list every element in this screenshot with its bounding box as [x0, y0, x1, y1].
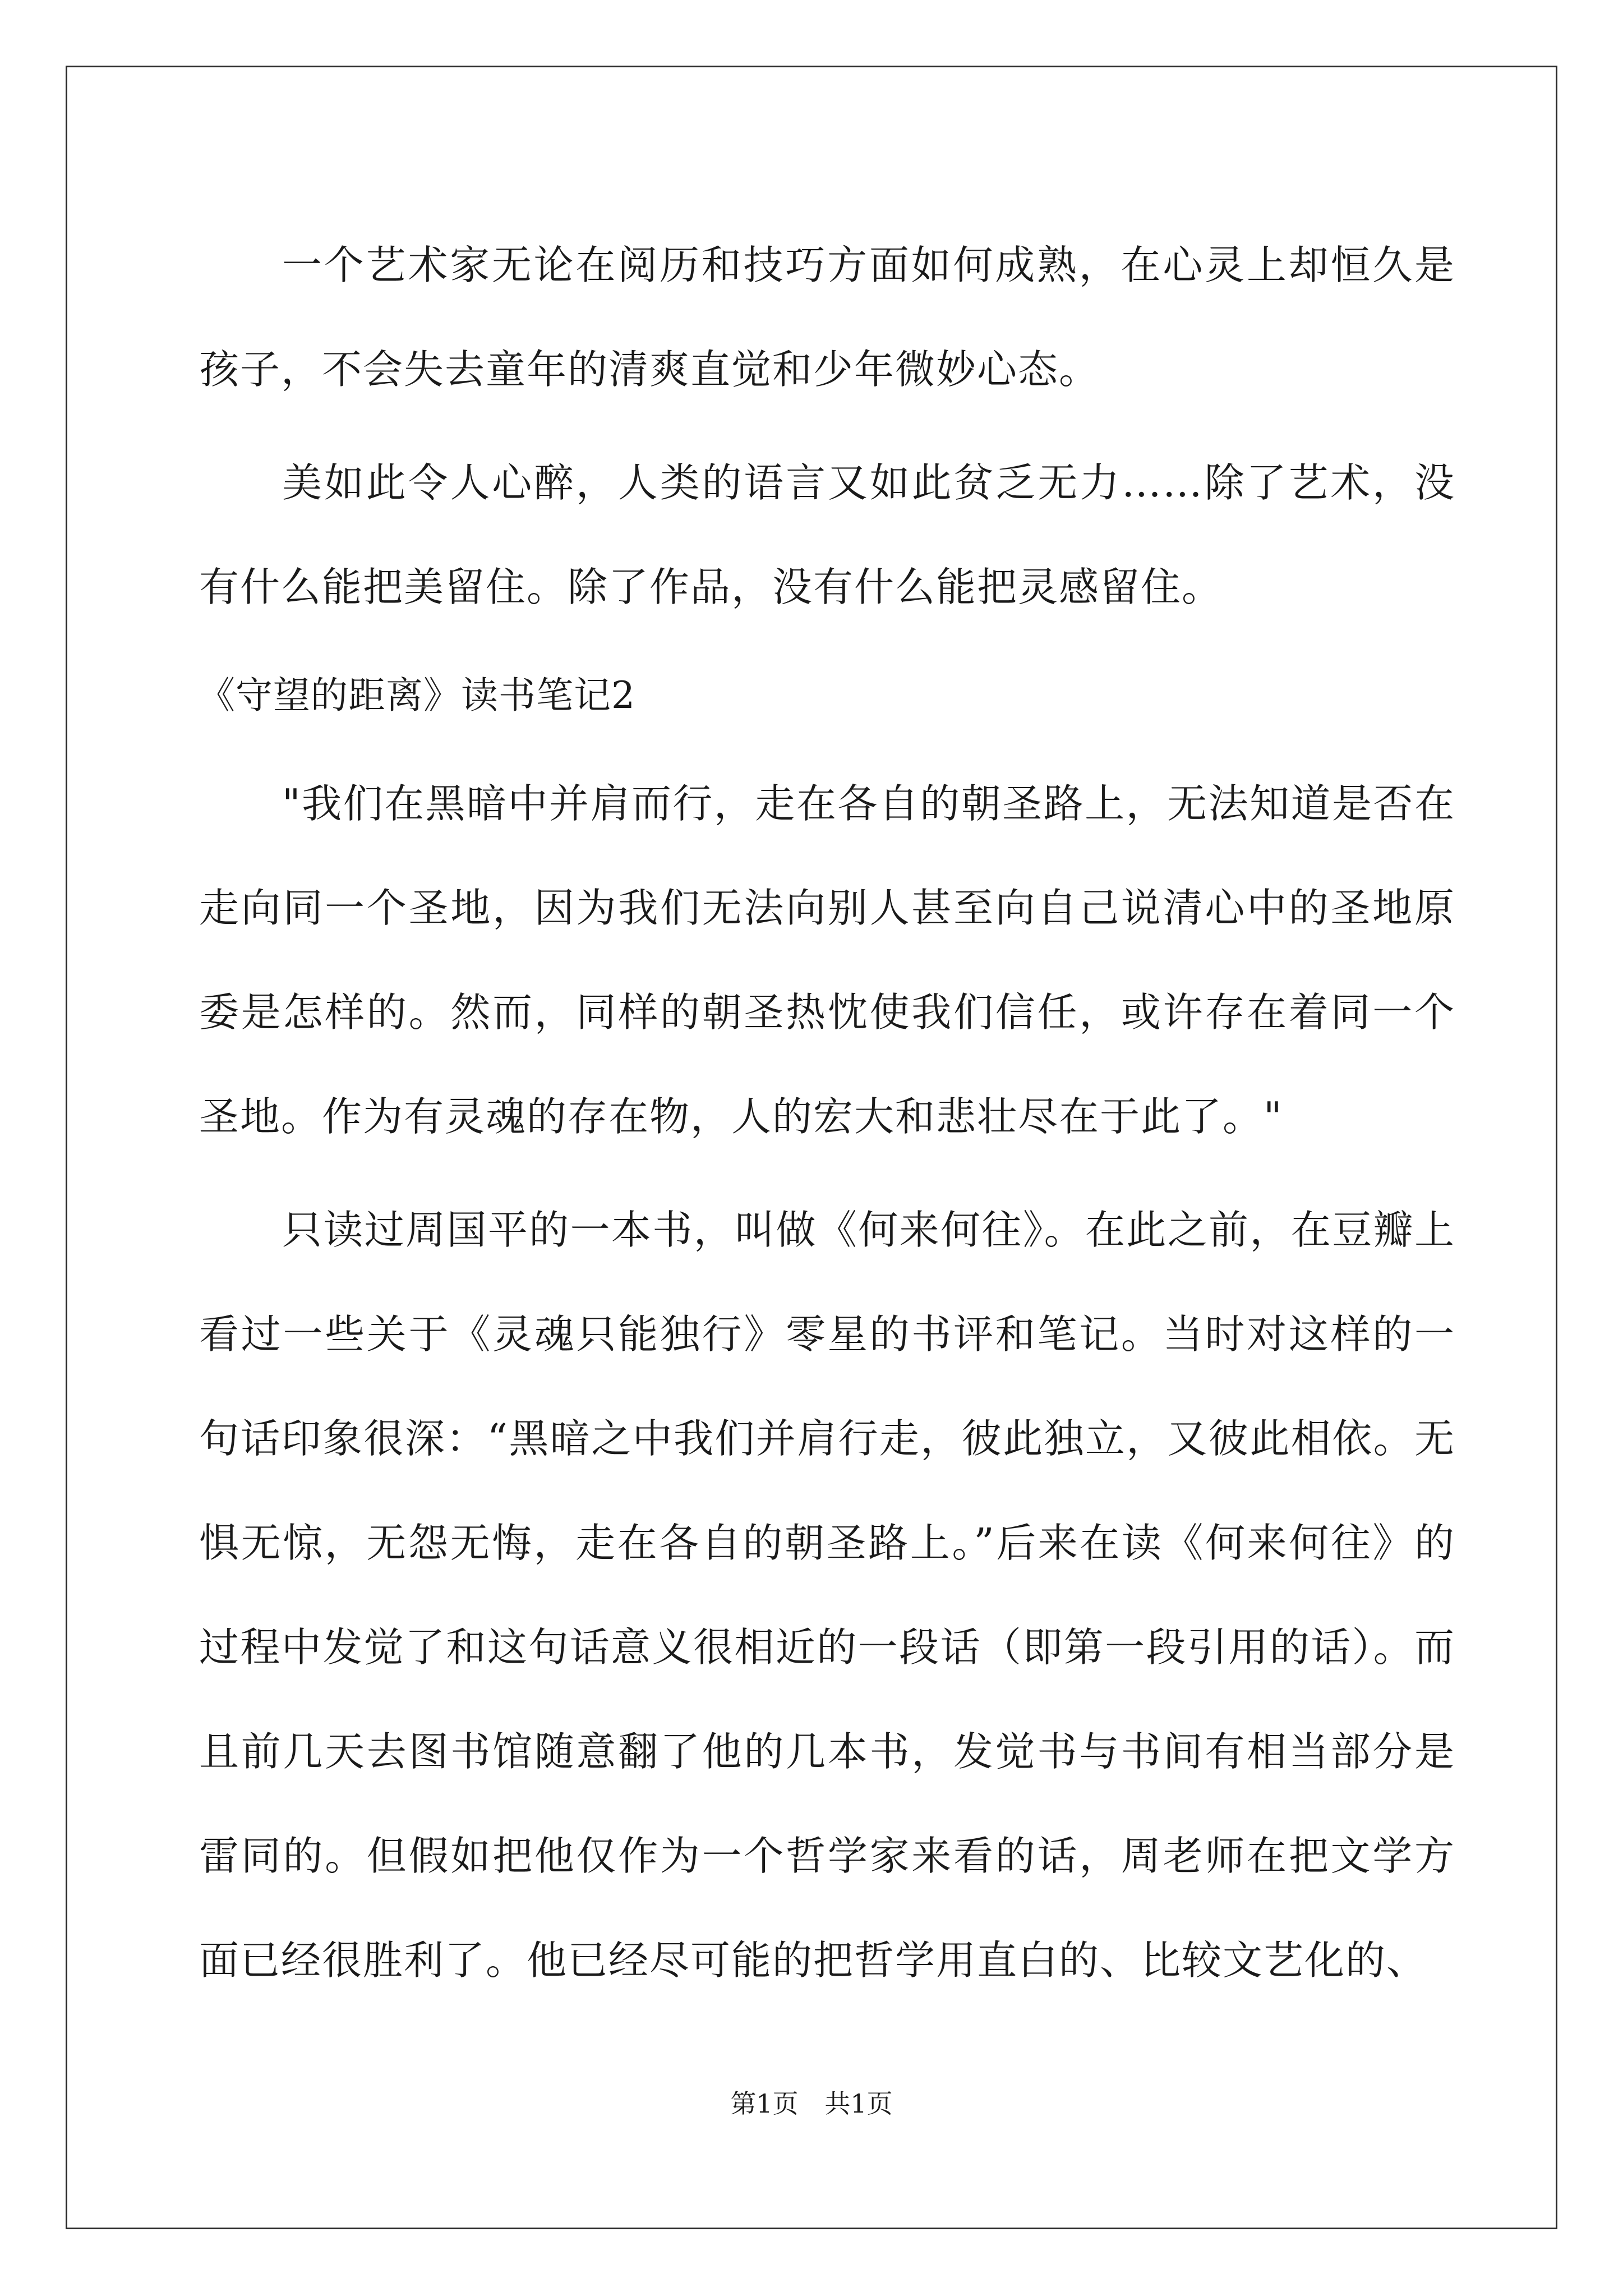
paragraph-1: 一个艺术家无论在阅历和技巧方面如何成熟，在心灵上却恒久是孩子，不会失去童年的清爽直觉和少年微妙心态。 — [199, 242, 1455, 393]
page-footer — [0, 2087, 1623, 2120]
section-heading: 《守望的距离》读书笔记2 — [198, 674, 635, 717]
document-body — [199, 213, 1455, 2013]
page-number-total: 共1页 — [824, 2088, 893, 2119]
page-number-current: 第1页 — [730, 2088, 799, 2119]
paragraph-2: 美如此令人心醉，人类的语言又如此贫乏无力……除了艺术，没有什么能把美留住。除了作品，没有什么能把灵感留住。 — [199, 459, 1455, 610]
paragraph-3-quote: "我们在黑暗中并肩而行，走在各自的朝圣路上，无法知道是否在走向同一个圣地，因为我们无法向别人甚至向自己说清心中的圣地原委是怎样的。然而，同样的朝圣热忱使我们信任，或许存在着同一个圣地。作为有灵魂的存在物，人的宏大和悲壮尽在于此了。" — [199, 780, 1455, 1140]
paragraph-4: 只读过周国平的一本书，叫做《何来何往》。在此之前，在豆瓣上看过一些关于《灵魂只能独行》零星的书评和笔记。当时对这样的一句话印象很深：“黑暗之中我们并肩行走，彼此独立，又彼此相依。无惧无惊，无怨无悔，走在各自的朝圣路上。”后来在读《何来何往》的过程中发觉了和这句话意义很相近的一段话（即第一段引用的话）。而且前几天去图书馆随意翻了他的几本书，发觉书与书间有相当部分是雷同的。但假如把他仅作为一个哲学家来看的话，周老师在把文学方面已经很胜利了。他已经尽可能的把哲学用直白的、比较文艺化的、 — [199, 1207, 1455, 1984]
